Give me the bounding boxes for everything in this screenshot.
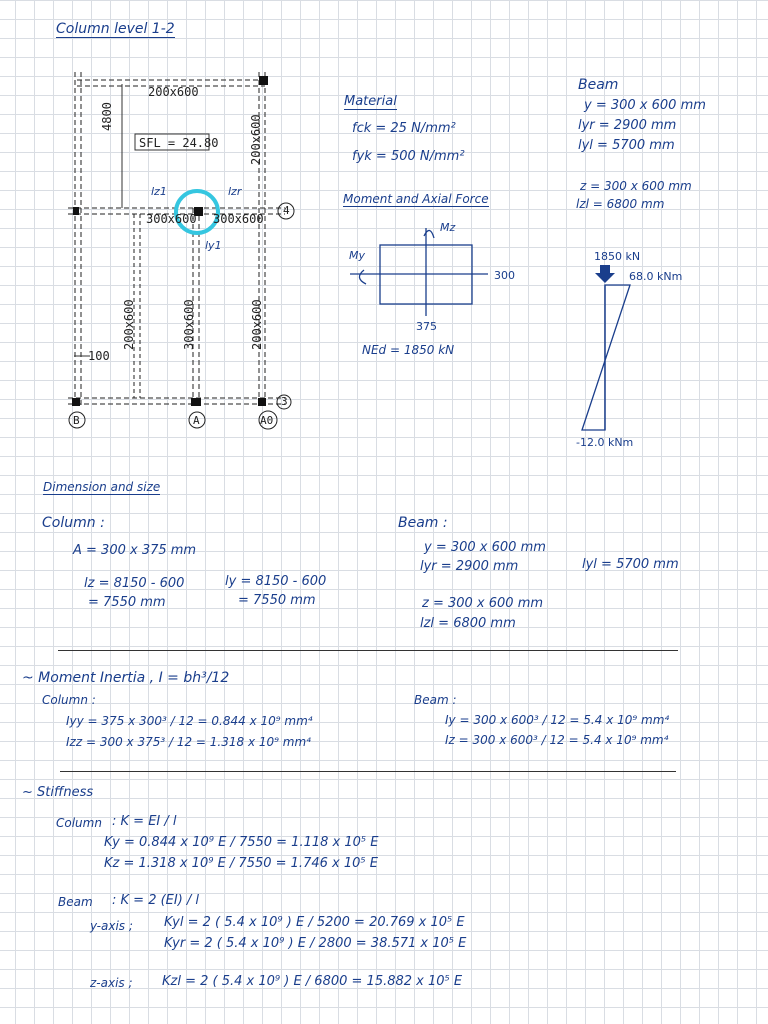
section-dim-375: 375 [416, 320, 437, 333]
moment-my-label: My [349, 249, 366, 262]
beam-top-y: y = 300 x 600 mm [584, 98, 706, 113]
dimension-beam-lyl: lyl = 5700 mm [582, 557, 679, 572]
dimension-ly-line1: ly = 8150 - 600 [225, 574, 327, 589]
inertia-iy: Iy = 300 x 600³ / 12 = 5.4 x 10⁹ mm⁴ [445, 713, 670, 727]
grid-bubble-a: A [193, 414, 200, 427]
ned-value: NEd = 1850 kN [362, 343, 455, 357]
inertia-heading: ~ Moment Inertia , I = bh³/12 [22, 670, 230, 686]
dimension-lz-line1: lz = 8150 - 600 [84, 576, 185, 591]
stiffness-beam-formula: : K = 2 (EI) / l [112, 893, 200, 908]
beam-top-lzl: lzl = 6800 mm [576, 197, 665, 211]
beam-top-z: z = 300 x 600 mm [580, 179, 692, 193]
material-fyk: fyk = 500 N/mm² [352, 149, 465, 164]
moment-axial-heading: Moment and Axial Force [343, 192, 489, 206]
dimension-beam-heading: Beam : [398, 515, 448, 531]
grid-bubble-3: 3 [281, 395, 288, 408]
page-title: Column level 1-2 [56, 21, 175, 37]
stiffness-beam-label: Beam [58, 895, 93, 909]
plan-sfl-label: SFL = 24.80 [139, 136, 219, 150]
dimension-ly-line2: = 7550 mm [238, 593, 316, 608]
stiffness-kyl: Kyl = 2 ( 5.4 x 10⁹ ) E / 5200 = 20.769 x 10⁵ E [164, 915, 465, 930]
plan-lzr-label: lzr [228, 185, 242, 198]
dimension-lz-line2: = 7550 mm [88, 595, 166, 610]
inertia-column-heading: Column : [42, 693, 96, 707]
dimension-beam-z: z = 300 x 600 mm [422, 596, 544, 611]
inertia-iyy: Iyy = 375 x 300³ / 12 = 0.844 x 10⁹ mm⁴ [66, 714, 313, 728]
plan-left-beam-mid-label: 300x600 [146, 212, 197, 226]
stiffness-column-label: Column [56, 816, 102, 830]
axial-arrow-icon [595, 265, 615, 283]
inertia-iz: Iz = 300 x 600³ / 12 = 5.4 x 10⁹ mm⁴ [445, 733, 669, 747]
plan-col-a-lower-label: 300x600 [182, 299, 196, 350]
plan-level-marker: 100 [88, 349, 110, 363]
plan-right-col-top-label: 200x600 [249, 114, 263, 165]
material-heading: Material [344, 94, 397, 109]
section-dim-300: 300 [494, 269, 515, 282]
floor-plan-drawing [60, 62, 310, 432]
stiffness-ky: Ky = 0.844 x 10⁹ E / 7550 = 1.118 x 10⁵ E [104, 835, 379, 850]
plan-col-b-lower-label: 200x600 [122, 299, 136, 350]
beam-heading-top: Beam [578, 77, 619, 93]
plan-lz1-label: lz1 [151, 185, 167, 198]
beam-top-lyr: lyr = 2900 mm [578, 118, 677, 133]
material-fck: fck = 25 N/mm² [352, 121, 456, 136]
dimension-beam-lzl: lzl = 6800 mm [420, 616, 516, 631]
plan-right-beam-mid-label: 300x600 [213, 212, 264, 226]
grid-bubble-b: B [73, 414, 80, 427]
divider-1 [58, 650, 678, 651]
stiffness-kyr: Kyr = 2 ( 5.4 x 10⁹ ) E / 2800 = 38.571 x 10⁵ E [164, 936, 467, 951]
stiffness-kzl: Kzl = 2 ( 5.4 x 10⁹ ) E / 6800 = 15.882 x 10⁵ E [162, 974, 463, 989]
plan-span-label: 4800 [100, 102, 114, 131]
force-bottom-moment: -12.0 kNm [576, 436, 634, 449]
plan-ly1-label: ly1 [205, 239, 222, 252]
stiffness-z-axis-label: z-axis ; [90, 976, 133, 990]
stiffness-heading: ~ Stiffness [22, 785, 94, 800]
dimension-heading: Dimension and size [43, 480, 161, 494]
beam-top-lyl: lyl = 5700 mm [578, 138, 675, 153]
dimension-area: A = 300 x 375 mm [73, 543, 197, 558]
dimension-beam-lyr: lyr = 2900 mm [420, 559, 519, 574]
moment-mz-label: Mz [440, 221, 456, 234]
grid-bubble-a0: A0 [260, 414, 274, 427]
stiffness-column-formula: : K = EI / l [112, 814, 177, 829]
force-top-moment: 68.0 kNm [629, 270, 683, 283]
plan-beam-top-label: 200x600 [148, 85, 199, 99]
dimension-beam-y: y = 300 x 600 mm [424, 540, 546, 555]
inertia-izz: Izz = 300 x 375³ / 12 = 1.318 x 10⁹ mm⁴ [66, 735, 311, 749]
inertia-beam-heading: Beam : [414, 693, 457, 707]
force-axial-label: 1850 kN [594, 250, 641, 263]
stiffness-y-axis-label: y-axis ; [90, 919, 133, 933]
grid-bubble-4: 4 [283, 204, 290, 217]
stiffness-kz: Kz = 1.318 x 10⁹ E / 7550 = 1.746 x 10⁵ E [104, 856, 378, 871]
divider-2 [60, 771, 676, 772]
plan-col-right-lower-label: 200x600 [250, 299, 264, 350]
dimension-column-heading: Column : [42, 515, 105, 531]
